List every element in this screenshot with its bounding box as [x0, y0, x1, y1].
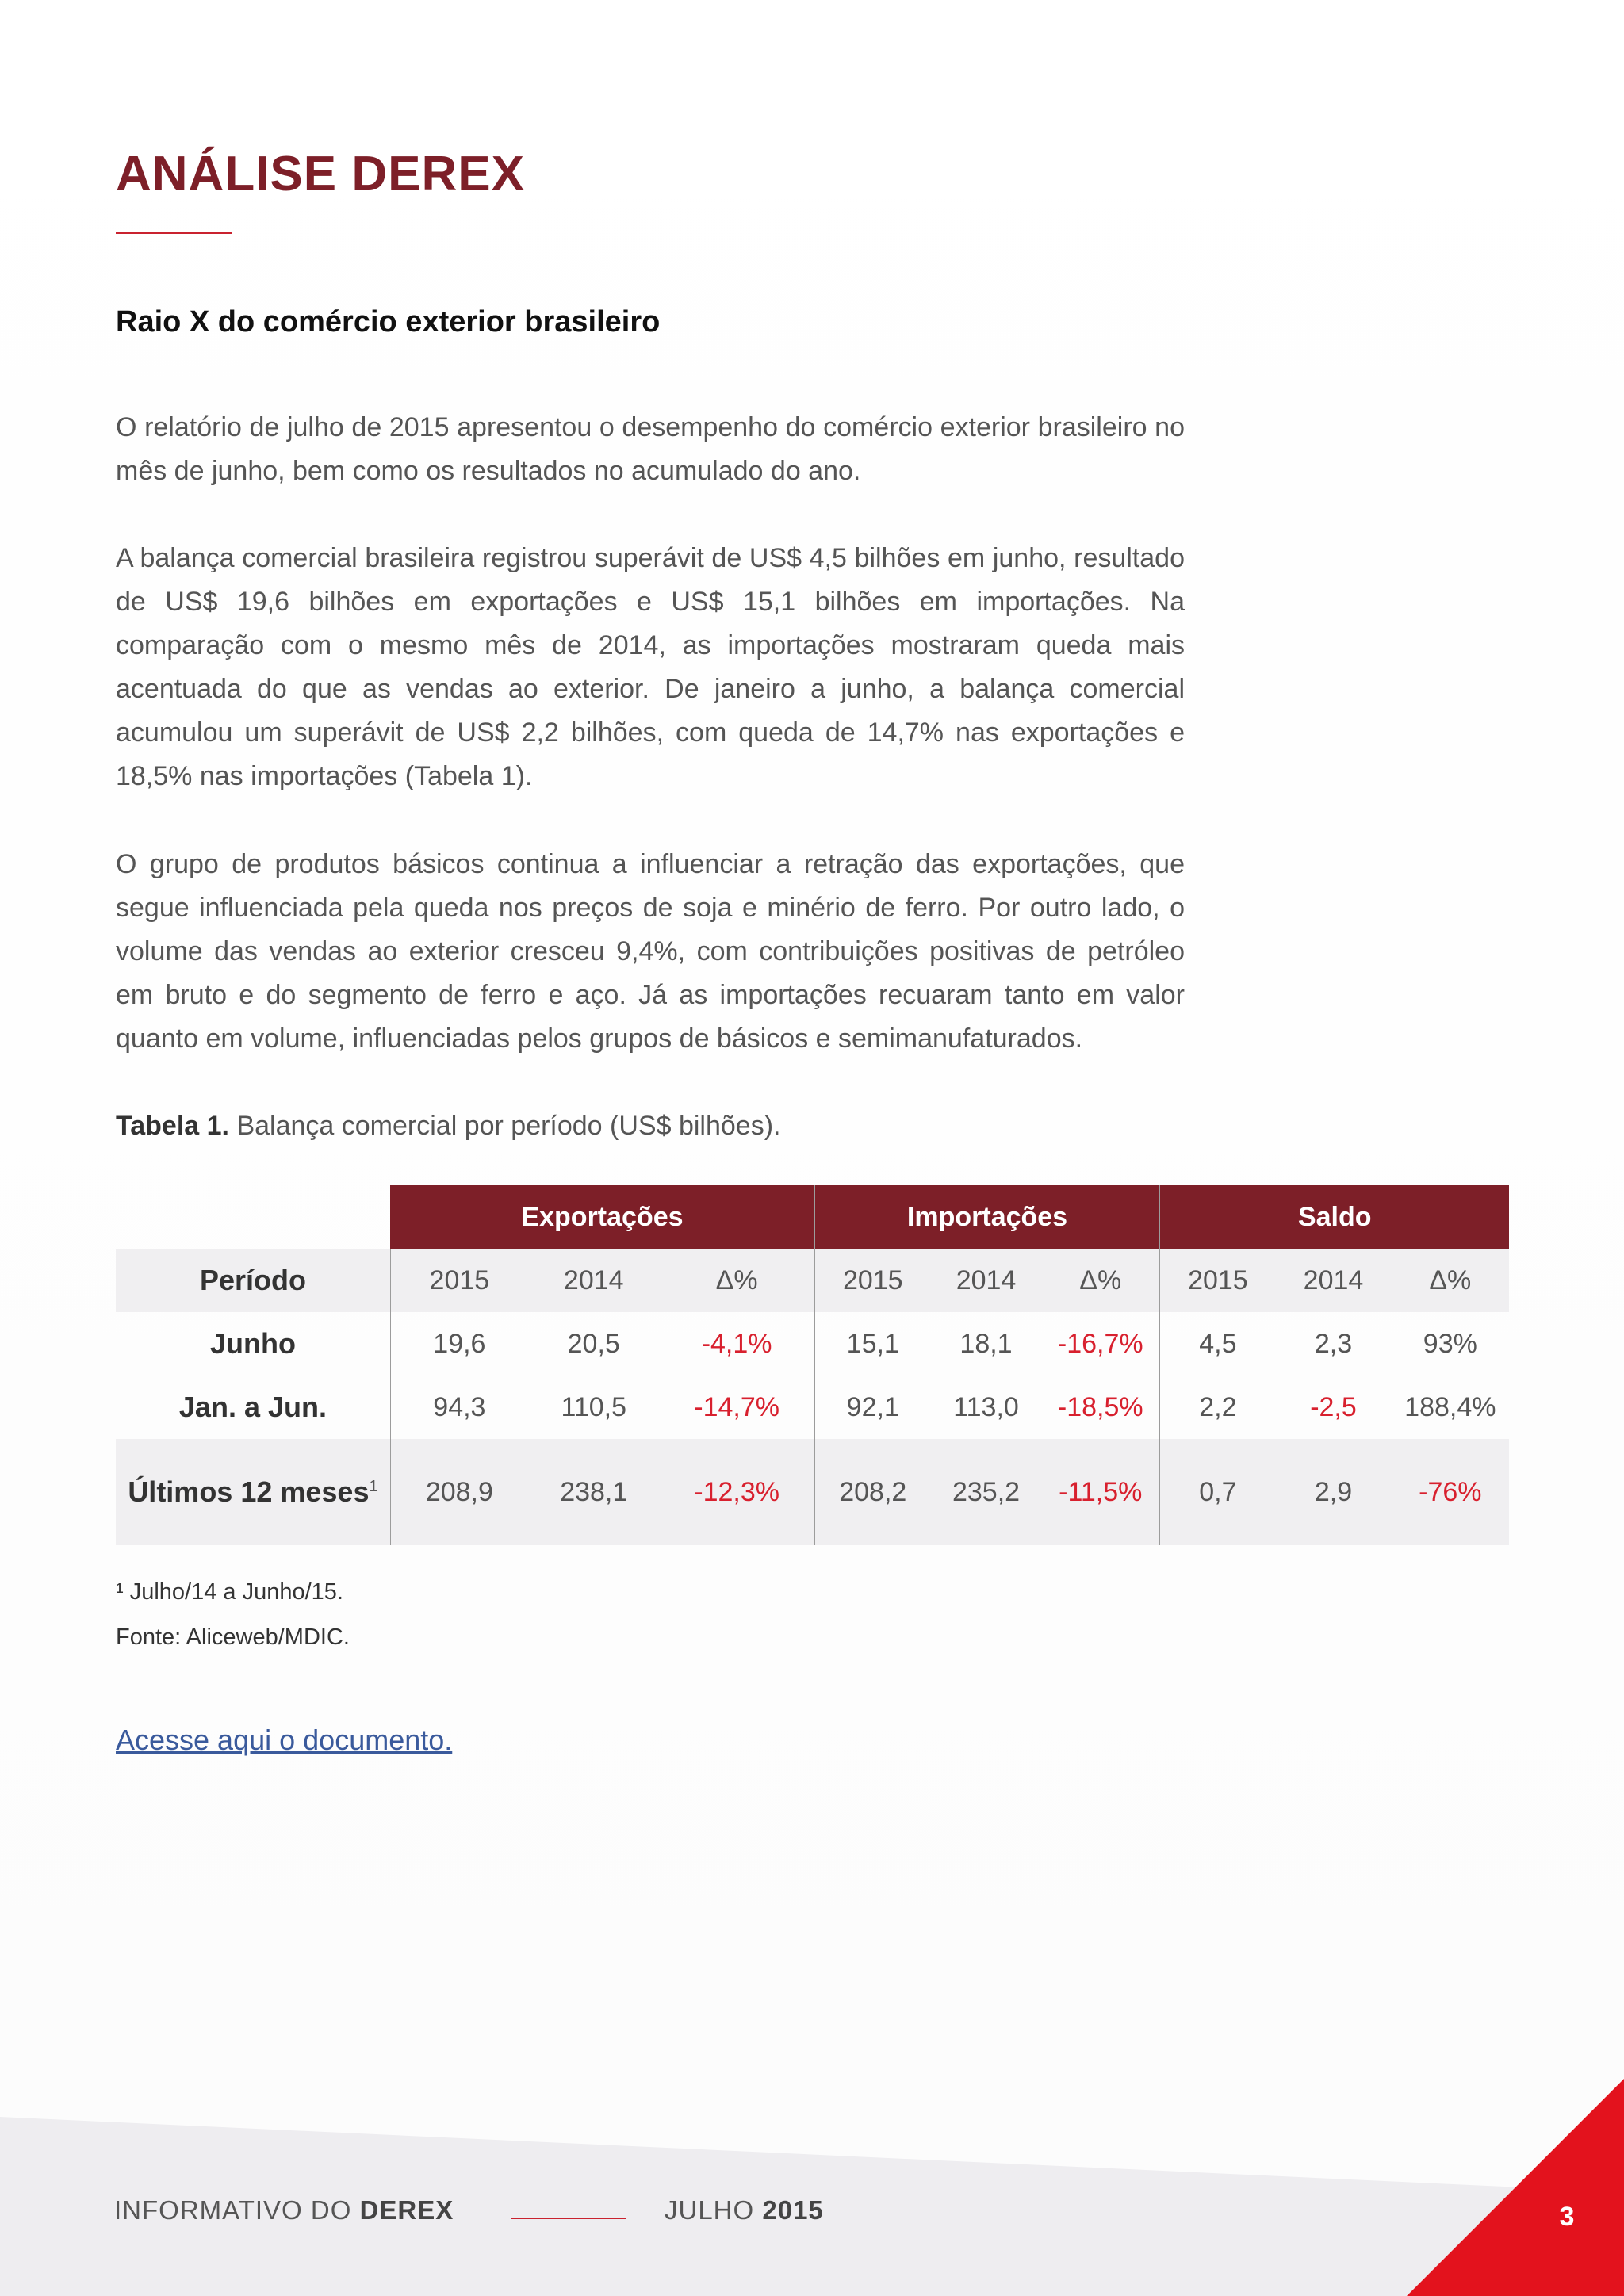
table-cell: -76%	[1392, 1439, 1509, 1545]
column-header: 2014	[528, 1249, 660, 1312]
table-cell: 2,3	[1314, 1328, 1353, 1359]
table-cell: -4,1%	[701, 1328, 772, 1359]
period-header: Período	[116, 1249, 390, 1312]
table-cell: 4,5	[1160, 1312, 1275, 1376]
group-header-imports: Importações	[814, 1185, 1160, 1249]
table-cell: 92,1	[814, 1376, 931, 1439]
table-cell: 235,2	[931, 1439, 1041, 1545]
table-cell: 15,1	[814, 1312, 931, 1376]
table-cell: 19,6	[390, 1312, 527, 1376]
column-header: Δ%	[660, 1249, 814, 1312]
table-cell: 208,2	[814, 1439, 931, 1545]
table-cell: -14,7%	[694, 1391, 779, 1422]
table-cell: -18,5%	[1057, 1391, 1143, 1422]
footer-date	[665, 2193, 824, 2228]
document-link[interactable]: Acesse aqui o documento.	[116, 1724, 453, 1756]
table-cell: 110,5	[561, 1391, 627, 1422]
table-footnote: ¹ Julho/14 a Junho/15.	[116, 1579, 343, 1605]
table-cell: 2,2	[1160, 1376, 1275, 1439]
table-caption-label: Tabela 1.	[116, 1111, 229, 1141]
column-header: 2014	[931, 1249, 1041, 1312]
table-caption	[116, 1104, 780, 1148]
footer-month: JULHO	[665, 2195, 763, 2225]
column-header: 2015	[390, 1249, 527, 1312]
table-row	[116, 1376, 1509, 1439]
table-cell: -2,5	[1310, 1391, 1357, 1422]
trade-balance-table	[116, 1185, 1509, 1545]
table-cell: 188,4%	[1404, 1391, 1496, 1422]
table-cell: 94,3	[390, 1376, 527, 1439]
table-cell: 0,7	[1160, 1439, 1275, 1545]
paragraph-products: O grupo de produtos básicos continua a influenciar a retração das exportações, que segue influenciada pela queda nos preços de soja e minério de ferro. Por outro lado, o volume das vendas ao exterior cresceu 9,4%, com contribuições positivas de petróleo em bruto e do segmento de ferro e aço. Já as importações recuaram tanto em valor quanto em volume, influenciadas pelos grupos de básicos e semimanufaturados.	[116, 849, 1185, 1054]
paragraph-intro: O relatório de julho de 2015 apresentou o desempenho do comércio exterior brasileiro no mês de junho, bem como os resultados no acumulado do ano.	[116, 412, 1185, 486]
title-underline	[116, 232, 232, 234]
table-cell: -16,7%	[1057, 1328, 1143, 1359]
article-subtitle: Raio X do comércio exterior brasileiro	[116, 305, 661, 339]
row-label: Junho	[209, 1327, 296, 1360]
table-cell: 238,1	[528, 1439, 660, 1545]
table-cell: 113,0	[953, 1391, 1019, 1422]
table-cell: 20,5	[567, 1328, 620, 1359]
group-header-exports: Exportações	[390, 1185, 814, 1249]
footer-publication-prefix: INFORMATIVO DO	[114, 2195, 360, 2225]
footnote-marker: 1	[369, 1478, 378, 1495]
table-source: Fonte: Aliceweb/MDIC.	[116, 1624, 350, 1650]
footer-year: 2015	[762, 2195, 824, 2225]
table-cell: -11,5%	[1041, 1439, 1160, 1545]
table-caption-text: Balança comercial por período (US$ bilhões).	[236, 1111, 781, 1141]
group-header-balance: Saldo	[1160, 1185, 1509, 1249]
table-cell: -12,3%	[660, 1439, 814, 1545]
footer-publication-name: DEREX	[359, 2195, 454, 2225]
footer-divider	[511, 2218, 626, 2219]
table-cell: 18,1	[959, 1328, 1013, 1359]
row-label: Jan. a Jun.	[178, 1391, 327, 1423]
table-cell: 208,9	[390, 1439, 527, 1545]
column-header: Δ%	[1392, 1249, 1509, 1312]
table-cell: 2,9	[1275, 1439, 1391, 1545]
column-header: 2015	[814, 1249, 931, 1312]
column-header: 2014	[1275, 1249, 1391, 1312]
table-cell: 93%	[1423, 1328, 1477, 1359]
table-row	[116, 1439, 1509, 1545]
row-label	[116, 1439, 390, 1545]
column-header: Δ%	[1041, 1249, 1160, 1312]
table-row	[116, 1312, 1509, 1376]
section-title: ANÁLISE DEREX	[116, 147, 525, 201]
table-corner-cell	[116, 1185, 390, 1249]
table-group-header-row	[116, 1185, 1509, 1249]
footer-publication	[114, 2193, 454, 2228]
table-column-header-row	[116, 1249, 1509, 1312]
page-number: 3	[1559, 2202, 1575, 2232]
paragraph-trade-balance: A balança comercial brasileira registrou superávit de US$ 4,5 bilhões em junho, resultado de US$ 19,6 bilhões em exportações e US$ 15,1 bilhões em importações. Na comparação com o mesmo mês de 2014, as importações mostraram queda mais acentuada do que as vendas ao exterior. De janeiro a junho, a balança comercial acumulou um superávit de US$ 2,2 bilhões, com queda de 14,7% nas exportações e 18,5% nas importações (Tabela 1).	[116, 543, 1185, 791]
row-label-text: Últimos 12 meses	[128, 1475, 370, 1508]
column-header: 2015	[1160, 1249, 1275, 1312]
